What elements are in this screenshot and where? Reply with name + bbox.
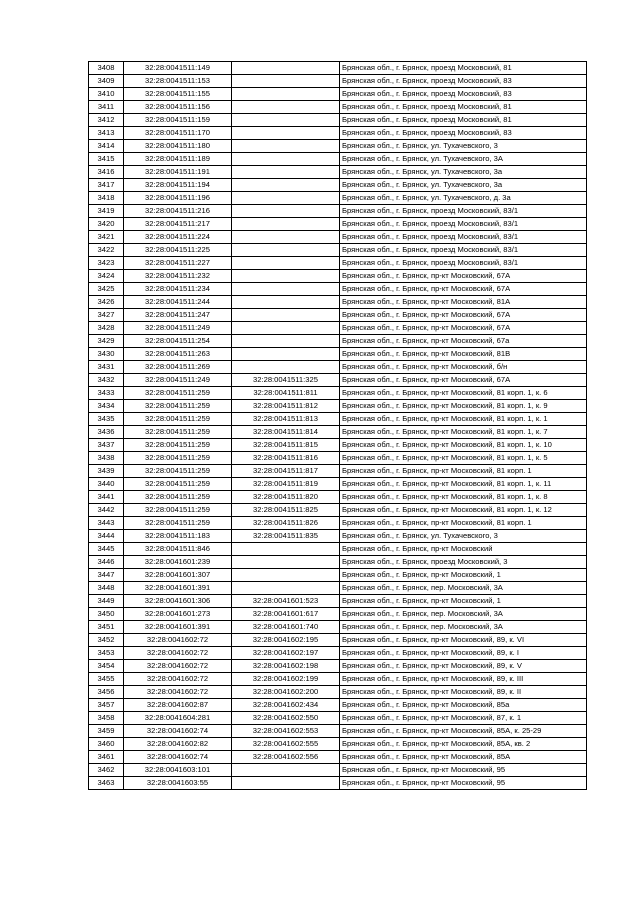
address-cell: Брянская обл., г. Брянск, ул. Тухачевского, 3а bbox=[340, 179, 587, 192]
cadastral-number-cell: 32:28:0041511:159 bbox=[124, 114, 232, 127]
table-row bbox=[89, 179, 587, 192]
address-cell: Брянская обл., г. Брянск, пр-кт Московский, 67А bbox=[340, 309, 587, 322]
cadastral-number-cell: 32:28:0041601:391 bbox=[124, 582, 232, 595]
cadastral-number-cell: 32:28:0041511:259 bbox=[124, 400, 232, 413]
cadastral-number-cell: 32:28:0041602:72 bbox=[124, 686, 232, 699]
row-number-cell: 3463 bbox=[89, 777, 124, 790]
cadastral-number-cell: 32:28:0041511:149 bbox=[124, 62, 232, 75]
cadastral-number-cell: 32:28:0041511:189 bbox=[124, 153, 232, 166]
object-cadastral-number-cell bbox=[232, 179, 340, 192]
object-cadastral-number-cell: 32:28:0041511:813 bbox=[232, 413, 340, 426]
table-row bbox=[89, 504, 587, 517]
row-number-cell: 3412 bbox=[89, 114, 124, 127]
object-cadastral-number-cell bbox=[232, 348, 340, 361]
address-cell: Брянская обл., г. Брянск, пр-кт Московский, 81 корп. 1, к. 12 bbox=[340, 504, 587, 517]
table-row bbox=[89, 283, 587, 296]
cadastral-number-cell: 32:28:0041511:254 bbox=[124, 335, 232, 348]
row-number-cell: 3451 bbox=[89, 621, 124, 634]
object-cadastral-number-cell bbox=[232, 322, 340, 335]
registry-table bbox=[88, 61, 587, 790]
object-cadastral-number-cell bbox=[232, 361, 340, 374]
object-cadastral-number-cell: 32:28:0041511:826 bbox=[232, 517, 340, 530]
row-number-cell: 3423 bbox=[89, 257, 124, 270]
table-row bbox=[89, 569, 587, 582]
address-cell: Брянская обл., г. Брянск, пер. Московский, 3А bbox=[340, 582, 587, 595]
cadastral-number-cell: 32:28:0041511:194 bbox=[124, 179, 232, 192]
table-row bbox=[89, 478, 587, 491]
object-cadastral-number-cell: 32:28:0041511:325 bbox=[232, 374, 340, 387]
table-row bbox=[89, 699, 587, 712]
row-number-cell: 3418 bbox=[89, 192, 124, 205]
address-cell: Брянская обл., г. Брянск, пр-кт Московский, 85А, к. 25-29 bbox=[340, 725, 587, 738]
object-cadastral-number-cell bbox=[232, 309, 340, 322]
address-cell: Брянская обл., г. Брянск, пр-кт Московский, 81А bbox=[340, 296, 587, 309]
table-row bbox=[89, 400, 587, 413]
table-row bbox=[89, 322, 587, 335]
object-cadastral-number-cell bbox=[232, 777, 340, 790]
object-cadastral-number-cell bbox=[232, 153, 340, 166]
table-row bbox=[89, 738, 587, 751]
row-number-cell: 3438 bbox=[89, 452, 124, 465]
row-number-cell: 3459 bbox=[89, 725, 124, 738]
table-row bbox=[89, 62, 587, 75]
cadastral-number-cell: 32:28:0041511:259 bbox=[124, 491, 232, 504]
object-cadastral-number-cell bbox=[232, 127, 340, 140]
address-cell: Брянская обл., г. Брянск, пр-кт Московский, 67а bbox=[340, 335, 587, 348]
table-row bbox=[89, 647, 587, 660]
table-row bbox=[89, 127, 587, 140]
address-cell: Брянская обл., г. Брянск, пр-кт Московский, 67А bbox=[340, 270, 587, 283]
table-row bbox=[89, 387, 587, 400]
address-cell: Брянская обл., г. Брянск, пр-кт Московский, 89, к. III bbox=[340, 673, 587, 686]
object-cadastral-number-cell bbox=[232, 231, 340, 244]
table-row bbox=[89, 517, 587, 530]
address-cell: Брянская обл., г. Брянск, пр-кт Московский, 1 bbox=[340, 595, 587, 608]
object-cadastral-number-cell: 32:28:0041511:820 bbox=[232, 491, 340, 504]
cadastral-number-cell: 32:28:0041603:101 bbox=[124, 764, 232, 777]
cadastral-number-cell: 32:28:0041511:259 bbox=[124, 439, 232, 452]
row-number-cell: 3448 bbox=[89, 582, 124, 595]
object-cadastral-number-cell: 32:28:0041601:617 bbox=[232, 608, 340, 621]
object-cadastral-number-cell: 32:28:0041602:200 bbox=[232, 686, 340, 699]
object-cadastral-number-cell: 32:28:0041511:817 bbox=[232, 465, 340, 478]
row-number-cell: 3420 bbox=[89, 218, 124, 231]
row-number-cell: 3421 bbox=[89, 231, 124, 244]
cadastral-number-cell: 32:28:0041602:72 bbox=[124, 634, 232, 647]
object-cadastral-number-cell bbox=[232, 218, 340, 231]
cadastral-number-cell: 32:28:0041604:281 bbox=[124, 712, 232, 725]
table-row bbox=[89, 348, 587, 361]
table-row bbox=[89, 725, 587, 738]
cadastral-number-cell: 32:28:0041511:170 bbox=[124, 127, 232, 140]
cadastral-number-cell: 32:28:0041511:263 bbox=[124, 348, 232, 361]
row-number-cell: 3445 bbox=[89, 543, 124, 556]
object-cadastral-number-cell: 32:28:0041511:812 bbox=[232, 400, 340, 413]
address-cell: Брянская обл., г. Брянск, проезд Московский, 81 bbox=[340, 101, 587, 114]
table-row bbox=[89, 439, 587, 452]
row-number-cell: 3417 bbox=[89, 179, 124, 192]
address-cell: Брянская обл., г. Брянск, пр-кт Московский, 87, к. 1 bbox=[340, 712, 587, 725]
address-cell: Брянская обл., г. Брянск, пр-кт Московский, 89, к. VI bbox=[340, 634, 587, 647]
table-row bbox=[89, 101, 587, 114]
address-cell: Брянская обл., г. Брянск, пр-кт Московский, 81 корп. 1 bbox=[340, 517, 587, 530]
cadastral-number-cell: 32:28:0041511:259 bbox=[124, 504, 232, 517]
table-row bbox=[89, 751, 587, 764]
row-number-cell: 3443 bbox=[89, 517, 124, 530]
cadastral-number-cell: 32:28:0041511:259 bbox=[124, 465, 232, 478]
cadastral-number-cell: 32:28:0041511:156 bbox=[124, 101, 232, 114]
address-cell: Брянская обл., г. Брянск, пр-кт Московский, 81 корп. 1, к. 5 bbox=[340, 452, 587, 465]
address-cell: Брянская обл., г. Брянск, пр-кт Московский, 81В bbox=[340, 348, 587, 361]
cadastral-number-cell: 32:28:0041601:306 bbox=[124, 595, 232, 608]
address-cell: Брянская обл., г. Брянск, пер. Московский, 3А bbox=[340, 621, 587, 634]
table-row bbox=[89, 257, 587, 270]
table-row bbox=[89, 374, 587, 387]
row-number-cell: 3436 bbox=[89, 426, 124, 439]
row-number-cell: 3439 bbox=[89, 465, 124, 478]
object-cadastral-number-cell: 32:28:0041511:825 bbox=[232, 504, 340, 517]
object-cadastral-number-cell: 32:28:0041511:811 bbox=[232, 387, 340, 400]
row-number-cell: 3428 bbox=[89, 322, 124, 335]
address-cell: Брянская обл., г. Брянск, пр-кт Московский, 89, к. II bbox=[340, 686, 587, 699]
address-cell: Брянская обл., г. Брянск, ул. Тухачевского, д. 3а bbox=[340, 192, 587, 205]
address-cell: Брянская обл., г. Брянск, пр-кт Московский, 85А, кв. 2 bbox=[340, 738, 587, 751]
row-number-cell: 3444 bbox=[89, 530, 124, 543]
object-cadastral-number-cell: 32:28:0041602:434 bbox=[232, 699, 340, 712]
row-number-cell: 3408 bbox=[89, 62, 124, 75]
object-cadastral-number-cell bbox=[232, 205, 340, 218]
cadastral-number-cell: 32:28:0041511:224 bbox=[124, 231, 232, 244]
address-cell: Брянская обл., г. Брянск, пр-кт Московский, 89, к. I bbox=[340, 647, 587, 660]
address-cell: Брянская обл., г. Брянск, пр-кт Московский, 67А bbox=[340, 374, 587, 387]
object-cadastral-number-cell: 32:28:0041602:555 bbox=[232, 738, 340, 751]
table-row bbox=[89, 270, 587, 283]
address-cell: Брянская обл., г. Брянск, пр-кт Московский, 81 корп. 1, к. 7 bbox=[340, 426, 587, 439]
row-number-cell: 3454 bbox=[89, 660, 124, 673]
cadastral-number-cell: 32:28:0041511:259 bbox=[124, 452, 232, 465]
row-number-cell: 3433 bbox=[89, 387, 124, 400]
cadastral-number-cell: 32:28:0041511:269 bbox=[124, 361, 232, 374]
table-row bbox=[89, 608, 587, 621]
address-cell: Брянская обл., г. Брянск, пр-кт Московский, 81 корп. 1, к. 1 bbox=[340, 413, 587, 426]
table-row bbox=[89, 621, 587, 634]
object-cadastral-number-cell bbox=[232, 270, 340, 283]
object-cadastral-number-cell: 32:28:0041602:550 bbox=[232, 712, 340, 725]
table-row bbox=[89, 712, 587, 725]
table-row bbox=[89, 543, 587, 556]
object-cadastral-number-cell bbox=[232, 166, 340, 179]
table-row bbox=[89, 413, 587, 426]
address-cell: Брянская обл., г. Брянск, пр-кт Московский, 81 корп. 1, к. 6 bbox=[340, 387, 587, 400]
object-cadastral-number-cell: 32:28:0041602:197 bbox=[232, 647, 340, 660]
object-cadastral-number-cell bbox=[232, 296, 340, 309]
address-cell: Брянская обл., г. Брянск, пр-кт Московский bbox=[340, 543, 587, 556]
object-cadastral-number-cell bbox=[232, 335, 340, 348]
object-cadastral-number-cell: 32:28:0041602:198 bbox=[232, 660, 340, 673]
row-number-cell: 3422 bbox=[89, 244, 124, 257]
address-cell: Брянская обл., г. Брянск, пр-кт Московский, 81 корп. 1, к. 10 bbox=[340, 439, 587, 452]
row-number-cell: 3440 bbox=[89, 478, 124, 491]
cadastral-number-cell: 32:28:0041511:153 bbox=[124, 75, 232, 88]
row-number-cell: 3446 bbox=[89, 556, 124, 569]
cadastral-number-cell: 32:28:0041511:249 bbox=[124, 374, 232, 387]
row-number-cell: 3410 bbox=[89, 88, 124, 101]
object-cadastral-number-cell bbox=[232, 75, 340, 88]
address-cell: Брянская обл., г. Брянск, пр-кт Московский, 81 корп. 1, к. 9 bbox=[340, 400, 587, 413]
table-row bbox=[89, 764, 587, 777]
table-row bbox=[89, 244, 587, 257]
row-number-cell: 3415 bbox=[89, 153, 124, 166]
object-cadastral-number-cell bbox=[232, 62, 340, 75]
table-row bbox=[89, 361, 587, 374]
table-row bbox=[89, 205, 587, 218]
table-row bbox=[89, 777, 587, 790]
cadastral-number-cell: 32:28:0041511:180 bbox=[124, 140, 232, 153]
address-cell: Брянская обл., г. Брянск, проезд Московский, 83/1 bbox=[340, 231, 587, 244]
address-cell: Брянская обл., г. Брянск, проезд Московский, 3 bbox=[340, 556, 587, 569]
object-cadastral-number-cell bbox=[232, 101, 340, 114]
row-number-cell: 3455 bbox=[89, 673, 124, 686]
row-number-cell: 3426 bbox=[89, 296, 124, 309]
cadastral-number-cell: 32:28:0041601:273 bbox=[124, 608, 232, 621]
cadastral-number-cell: 32:28:0041602:82 bbox=[124, 738, 232, 751]
table-row bbox=[89, 309, 587, 322]
table-row bbox=[89, 114, 587, 127]
cadastral-number-cell: 32:28:0041603:55 bbox=[124, 777, 232, 790]
row-number-cell: 3434 bbox=[89, 400, 124, 413]
address-cell: Брянская обл., г. Брянск, проезд Московский, 83/1 bbox=[340, 257, 587, 270]
cadastral-number-cell: 32:28:0041511:259 bbox=[124, 478, 232, 491]
cadastral-number-cell: 32:28:0041511:227 bbox=[124, 257, 232, 270]
address-cell: Брянская обл., г. Брянск, проезд Московский, 81 bbox=[340, 62, 587, 75]
address-cell: Брянская обл., г. Брянск, пр-кт Московский, 67А bbox=[340, 283, 587, 296]
address-cell: Брянская обл., г. Брянск, проезд Московский, 81 bbox=[340, 114, 587, 127]
row-number-cell: 3447 bbox=[89, 569, 124, 582]
object-cadastral-number-cell: 32:28:0041511:819 bbox=[232, 478, 340, 491]
cadastral-number-cell: 32:28:0041601:239 bbox=[124, 556, 232, 569]
cadastral-number-cell: 32:28:0041602:74 bbox=[124, 725, 232, 738]
object-cadastral-number-cell bbox=[232, 543, 340, 556]
cadastral-number-cell: 32:28:0041601:391 bbox=[124, 621, 232, 634]
table-row bbox=[89, 166, 587, 179]
object-cadastral-number-cell bbox=[232, 88, 340, 101]
cadastral-number-cell: 32:28:0041511:217 bbox=[124, 218, 232, 231]
table-row bbox=[89, 88, 587, 101]
address-cell: Брянская обл., г. Брянск, проезд Московский, 83/1 bbox=[340, 218, 587, 231]
address-cell: Брянская обл., г. Брянск, пр-кт Московский, 95 bbox=[340, 777, 587, 790]
registry-table-body bbox=[89, 62, 587, 790]
address-cell: Брянская обл., г. Брянск, пр-кт Московский, 67А bbox=[340, 322, 587, 335]
address-cell: Брянская обл., г. Брянск, ул. Тухачевского, 3А bbox=[340, 153, 587, 166]
row-number-cell: 3413 bbox=[89, 127, 124, 140]
address-cell: Брянская обл., г. Брянск, пр-кт Московский, 81 корп. 1, к. 11 bbox=[340, 478, 587, 491]
row-number-cell: 3441 bbox=[89, 491, 124, 504]
object-cadastral-number-cell: 32:28:0041602:199 bbox=[232, 673, 340, 686]
table-row bbox=[89, 686, 587, 699]
table-row bbox=[89, 582, 587, 595]
table-row bbox=[89, 673, 587, 686]
cadastral-number-cell: 32:28:0041511:225 bbox=[124, 244, 232, 257]
address-cell: Брянская обл., г. Брянск, ул. Тухачевского, 3а bbox=[340, 166, 587, 179]
cadastral-number-cell: 32:28:0041511:155 bbox=[124, 88, 232, 101]
row-number-cell: 3450 bbox=[89, 608, 124, 621]
row-number-cell: 3411 bbox=[89, 101, 124, 114]
row-number-cell: 3460 bbox=[89, 738, 124, 751]
object-cadastral-number-cell bbox=[232, 556, 340, 569]
cadastral-number-cell: 32:28:0041511:249 bbox=[124, 322, 232, 335]
address-cell: Брянская обл., г. Брянск, пр-кт Московский, 95 bbox=[340, 764, 587, 777]
cadastral-number-cell: 32:28:0041511:259 bbox=[124, 517, 232, 530]
object-cadastral-number-cell bbox=[232, 257, 340, 270]
object-cadastral-number-cell: 32:28:0041602:553 bbox=[232, 725, 340, 738]
address-cell: Брянская обл., г. Брянск, пр-кт Московский, 81 корп. 1 bbox=[340, 465, 587, 478]
row-number-cell: 3461 bbox=[89, 751, 124, 764]
object-cadastral-number-cell: 32:28:0041511:835 bbox=[232, 530, 340, 543]
object-cadastral-number-cell: 32:28:0041511:814 bbox=[232, 426, 340, 439]
row-number-cell: 3453 bbox=[89, 647, 124, 660]
row-number-cell: 3449 bbox=[89, 595, 124, 608]
cadastral-number-cell: 32:28:0041511:259 bbox=[124, 413, 232, 426]
row-number-cell: 3427 bbox=[89, 309, 124, 322]
row-number-cell: 3414 bbox=[89, 140, 124, 153]
object-cadastral-number-cell bbox=[232, 244, 340, 257]
row-number-cell: 3425 bbox=[89, 283, 124, 296]
object-cadastral-number-cell: 32:28:0041602:195 bbox=[232, 634, 340, 647]
address-cell: Брянская обл., г. Брянск, пр-кт Московский, 85А bbox=[340, 751, 587, 764]
address-cell: Брянская обл., г. Брянск, проезд Московский, 83 bbox=[340, 88, 587, 101]
object-cadastral-number-cell: 32:28:0041511:816 bbox=[232, 452, 340, 465]
table-row bbox=[89, 153, 587, 166]
cadastral-number-cell: 32:28:0041511:234 bbox=[124, 283, 232, 296]
row-number-cell: 3437 bbox=[89, 439, 124, 452]
row-number-cell: 3442 bbox=[89, 504, 124, 517]
object-cadastral-number-cell bbox=[232, 582, 340, 595]
cadastral-number-cell: 32:28:0041511:191 bbox=[124, 166, 232, 179]
cadastral-number-cell: 32:28:0041511:259 bbox=[124, 387, 232, 400]
cadastral-number-cell: 32:28:0041511:247 bbox=[124, 309, 232, 322]
cadastral-number-cell: 32:28:0041602:72 bbox=[124, 673, 232, 686]
cadastral-number-cell: 32:28:0041511:259 bbox=[124, 426, 232, 439]
cadastral-number-cell: 32:28:0041511:216 bbox=[124, 205, 232, 218]
address-cell: Брянская обл., г. Брянск, проезд Московский, 83 bbox=[340, 75, 587, 88]
table-row bbox=[89, 530, 587, 543]
cadastral-number-cell: 32:28:0041511:183 bbox=[124, 530, 232, 543]
row-number-cell: 3452 bbox=[89, 634, 124, 647]
address-cell: Брянская обл., г. Брянск, пр-кт Московский, 81 корп. 1, к. 8 bbox=[340, 491, 587, 504]
row-number-cell: 3409 bbox=[89, 75, 124, 88]
address-cell: Брянская обл., г. Брянск, пр-кт Московский, 85а bbox=[340, 699, 587, 712]
row-number-cell: 3432 bbox=[89, 374, 124, 387]
object-cadastral-number-cell bbox=[232, 192, 340, 205]
row-number-cell: 3456 bbox=[89, 686, 124, 699]
table-row bbox=[89, 465, 587, 478]
object-cadastral-number-cell bbox=[232, 140, 340, 153]
table-row bbox=[89, 192, 587, 205]
table-row bbox=[89, 491, 587, 504]
table-row bbox=[89, 218, 587, 231]
address-cell: Брянская обл., г. Брянск, пр-кт Московский, б/н bbox=[340, 361, 587, 374]
address-cell: Брянская обл., г. Брянск, пр-кт Московский, 89, к. V bbox=[340, 660, 587, 673]
table-row bbox=[89, 426, 587, 439]
object-cadastral-number-cell bbox=[232, 764, 340, 777]
table-row bbox=[89, 452, 587, 465]
object-cadastral-number-cell: 32:28:0041601:740 bbox=[232, 621, 340, 634]
cadastral-number-cell: 32:28:0041511:232 bbox=[124, 270, 232, 283]
row-number-cell: 3457 bbox=[89, 699, 124, 712]
cadastral-number-cell: 32:28:0041602:74 bbox=[124, 751, 232, 764]
object-cadastral-number-cell: 32:28:0041602:556 bbox=[232, 751, 340, 764]
row-number-cell: 3431 bbox=[89, 361, 124, 374]
cadastral-number-cell: 32:28:0041511:244 bbox=[124, 296, 232, 309]
table-row bbox=[89, 231, 587, 244]
row-number-cell: 3435 bbox=[89, 413, 124, 426]
row-number-cell: 3416 bbox=[89, 166, 124, 179]
cadastral-number-cell: 32:28:0041602:72 bbox=[124, 647, 232, 660]
table-row bbox=[89, 140, 587, 153]
row-number-cell: 3429 bbox=[89, 335, 124, 348]
row-number-cell: 3462 bbox=[89, 764, 124, 777]
row-number-cell: 3419 bbox=[89, 205, 124, 218]
object-cadastral-number-cell bbox=[232, 114, 340, 127]
table-row bbox=[89, 75, 587, 88]
table-row bbox=[89, 595, 587, 608]
object-cadastral-number-cell: 32:28:0041601:523 bbox=[232, 595, 340, 608]
table-row bbox=[89, 335, 587, 348]
address-cell: Брянская обл., г. Брянск, проезд Московский, 83/1 bbox=[340, 205, 587, 218]
cadastral-number-cell: 32:28:0041511:196 bbox=[124, 192, 232, 205]
cadastral-number-cell: 32:28:0041511:846 bbox=[124, 543, 232, 556]
cadastral-number-cell: 32:28:0041602:72 bbox=[124, 660, 232, 673]
row-number-cell: 3424 bbox=[89, 270, 124, 283]
address-cell: Брянская обл., г. Брянск, пр-кт Московский, 1 bbox=[340, 569, 587, 582]
table-row bbox=[89, 634, 587, 647]
table-row bbox=[89, 660, 587, 673]
row-number-cell: 3430 bbox=[89, 348, 124, 361]
table-row bbox=[89, 296, 587, 309]
address-cell: Брянская обл., г. Брянск, проезд Московский, 83/1 bbox=[340, 244, 587, 257]
address-cell: Брянская обл., г. Брянск, проезд Московский, 83 bbox=[340, 127, 587, 140]
object-cadastral-number-cell bbox=[232, 569, 340, 582]
address-cell: Брянская обл., г. Брянск, ул. Тухачевского, 3 bbox=[340, 530, 587, 543]
row-number-cell: 3458 bbox=[89, 712, 124, 725]
object-cadastral-number-cell bbox=[232, 283, 340, 296]
cadastral-number-cell: 32:28:0041601:307 bbox=[124, 569, 232, 582]
cadastral-number-cell: 32:28:0041602:87 bbox=[124, 699, 232, 712]
address-cell: Брянская обл., г. Брянск, пер. Московский, 3А bbox=[340, 608, 587, 621]
object-cadastral-number-cell: 32:28:0041511:815 bbox=[232, 439, 340, 452]
address-cell: Брянская обл., г. Брянск, ул. Тухачевского, 3 bbox=[340, 140, 587, 153]
table-row bbox=[89, 556, 587, 569]
